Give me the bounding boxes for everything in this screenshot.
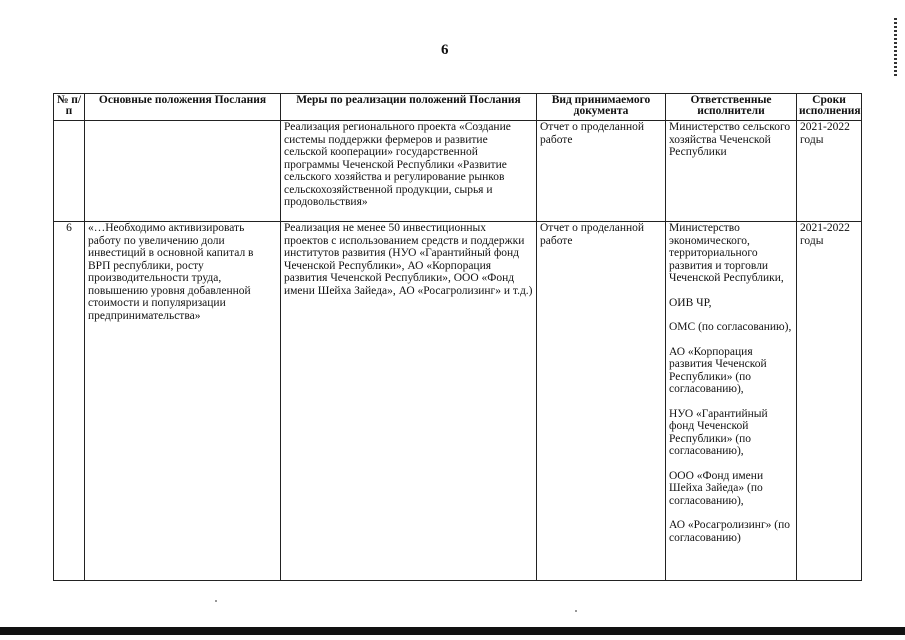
- measures-table: [53, 93, 862, 581]
- scan-bottom-edge: [0, 627, 905, 635]
- scan-margin-mark: [894, 18, 897, 78]
- executor-entry: АО «Росагролизинг» (по согласованию): [669, 519, 791, 544]
- header-provisions: Основные положения Послания: [85, 94, 281, 121]
- row1-num: [54, 121, 85, 222]
- row2-executors: [666, 222, 797, 581]
- row2-provisions: «…Необходимо активизировать работу по увеличению доли инвестиций в основной капитал в ВРП республики, росту производительности труда, повышению уровня добавленной стоимости и популяризации предпринимательства»: [85, 222, 281, 581]
- table-row: [54, 222, 862, 581]
- row1-deadlines: 2021-2022 годы: [797, 121, 862, 222]
- header-executors: Ответственные исполнители: [666, 94, 797, 121]
- executor-entry: АО «Корпорация развития Чеченской Республики» (по согласованию),: [669, 345, 767, 395]
- header-num: № п/п: [54, 94, 85, 121]
- table-row: [54, 121, 862, 222]
- executor-entry: ООО «Фонд имени Шейха Зайеда» (по согласованию),: [669, 469, 764, 507]
- row2-deadlines: 2021-2022 годы: [797, 222, 862, 581]
- row1-executors: Министерство сельского хозяйства Чеченской Республики: [666, 121, 797, 222]
- executor-entry: Министерство экономического, территориального развития и торговли Чеченской Республики,: [669, 222, 784, 284]
- header-deadlines: Сроки исполнения: [797, 94, 862, 121]
- header-doc-type: Вид принимаемого документа: [537, 94, 666, 121]
- scan-speck: [575, 610, 577, 612]
- executor-entry: ОИВ ЧР,: [669, 296, 712, 309]
- row1-provisions: [85, 121, 281, 222]
- row2-num: 6: [54, 222, 85, 581]
- scan-speck: [215, 600, 217, 602]
- row1-measures: Реализация регионального проекта «Создание системы поддержки фермеров и развитие сельской кооперации» государственной программы Чеченской Республики «Развитие сельского хозяйства и регулирование рынков сельскохозяйственной продукции, сырья и продовольствия»: [281, 121, 537, 222]
- executor-entry: ОМС (по согласованию),: [669, 321, 792, 333]
- executor-entry: НУО «Гарантийный фонд Чеченской Республики» (по согласованию),: [669, 407, 768, 457]
- page-number: 6: [441, 42, 449, 58]
- table-header-row: [54, 94, 862, 121]
- header-measures: Меры по реализации положений Послания: [281, 94, 537, 121]
- row2-doc-type: Отчет о проделанной работе: [537, 222, 666, 581]
- row1-doc-type: Отчет о проделанной работе: [537, 121, 666, 222]
- row2-measures: Реализация не менее 50 инвестиционных проектов с использованием средств и поддержки институтов развития (НУО «Гарантийный фонд Чеченской Республики», АО «Корпорация развития Чеченской Республики», ООО «Фонд имени Шейха Зайеда», АО «Росагролизинг» и т.д.): [281, 222, 537, 581]
